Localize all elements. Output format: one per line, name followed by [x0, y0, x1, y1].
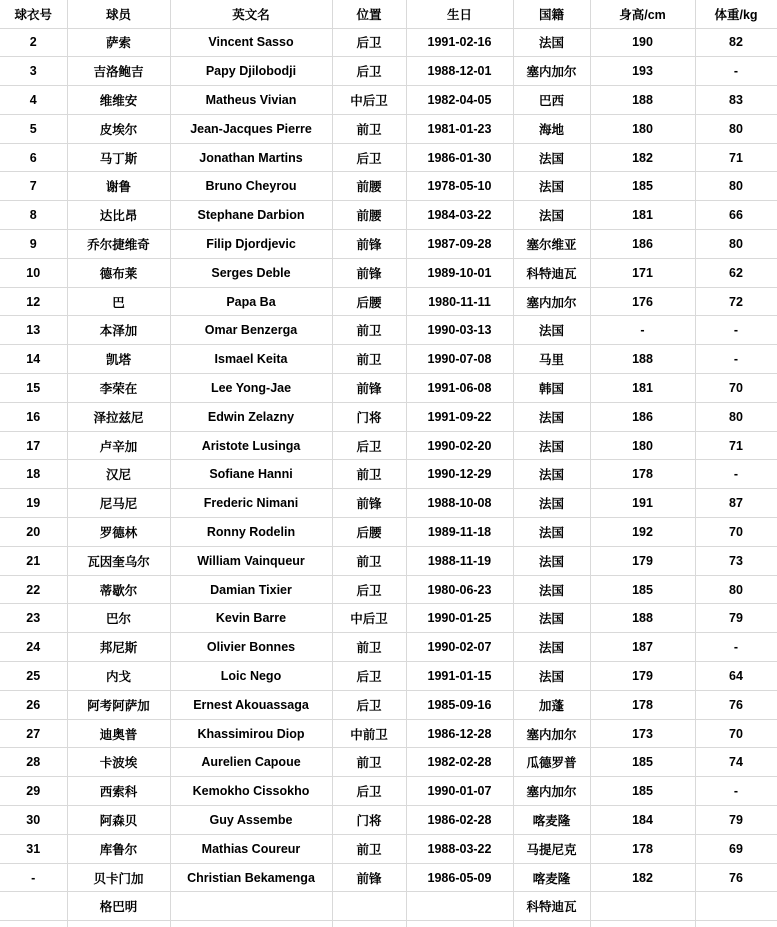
cell-birthday: 1990-01-25	[406, 604, 513, 633]
cell-birthday: 1991-02-16	[406, 28, 513, 57]
cell-jersey: 28	[0, 748, 67, 777]
cell-player: 阿森贝	[67, 806, 170, 835]
cell-nationality	[513, 921, 590, 927]
cell-player: 乔尔捷维奇	[67, 230, 170, 259]
cell-jersey: 12	[0, 287, 67, 316]
cell-nationality: 科特迪瓦	[513, 258, 590, 287]
cell-height: 178	[590, 834, 695, 863]
cell-nationality: 法国	[513, 546, 590, 575]
cell-nationality: 法国	[513, 431, 590, 460]
table-row	[0, 604, 777, 633]
cell-nationality: 瓜德罗普	[513, 748, 590, 777]
cell-nationality: 塞尔维亚	[513, 230, 590, 259]
cell-position: 后卫	[332, 575, 406, 604]
cell-name-en: Ismael Keita	[170, 345, 332, 374]
cell-position: 前腰	[332, 201, 406, 230]
table-row	[0, 258, 777, 287]
cell-player: 卡波埃	[67, 748, 170, 777]
cell-weight	[695, 892, 777, 921]
cell-birthday: 1990-01-07	[406, 777, 513, 806]
cell-name-en	[170, 892, 332, 921]
table-row	[0, 230, 777, 259]
cell-nationality: 塞内加尔	[513, 719, 590, 748]
cell-birthday: 1988-10-08	[406, 489, 513, 518]
cell-nationality: 法国	[513, 201, 590, 230]
table-header-row	[0, 0, 777, 28]
cell-weight: -	[695, 57, 777, 86]
cell-birthday	[406, 892, 513, 921]
cell-player: 库鲁尔	[67, 834, 170, 863]
cell-height: 180	[590, 114, 695, 143]
cell-player: 萨索	[67, 28, 170, 57]
cell-birthday: 1980-11-11	[406, 287, 513, 316]
cell-player: 凯塔	[67, 345, 170, 374]
cell-player: 维维安	[67, 86, 170, 115]
cell-name-en: Stephane Darbion	[170, 201, 332, 230]
cell-birthday: 1981-01-23	[406, 114, 513, 143]
cell-name-en: Filip Djordjevic	[170, 230, 332, 259]
cell-height	[590, 892, 695, 921]
cell-height	[590, 921, 695, 927]
cell-weight: -	[695, 777, 777, 806]
cell-nationality: 法国	[513, 172, 590, 201]
table-row	[0, 431, 777, 460]
cell-player: 巴尔	[67, 604, 170, 633]
table-row	[0, 143, 777, 172]
cell-nationality: 法国	[513, 662, 590, 691]
cell-name-en: Guy Assembe	[170, 806, 332, 835]
cell-jersey: 22	[0, 575, 67, 604]
cell-nationality: 科特迪瓦	[513, 892, 590, 921]
cell-nationality: 法国	[513, 604, 590, 633]
cell-name-en: Sofiane Hanni	[170, 460, 332, 489]
cell-weight: 76	[695, 863, 777, 892]
cell-jersey: 27	[0, 719, 67, 748]
cell-jersey: 6	[0, 143, 67, 172]
table-row	[0, 172, 777, 201]
cell-weight: 69	[695, 834, 777, 863]
cell-height: 171	[590, 258, 695, 287]
cell-height: 182	[590, 863, 695, 892]
cell-weight: 82	[695, 28, 777, 57]
cell-height: 188	[590, 604, 695, 633]
cell-jersey: -	[0, 863, 67, 892]
cell-player: 皮埃尔	[67, 114, 170, 143]
cell-position: 前卫	[332, 546, 406, 575]
cell-jersey: 16	[0, 402, 67, 431]
cell-height: 182	[590, 143, 695, 172]
cell-jersey: 17	[0, 431, 67, 460]
cell-weight: 80	[695, 172, 777, 201]
cell-height: 190	[590, 28, 695, 57]
cell-birthday: 1991-09-22	[406, 402, 513, 431]
cell-name-en: Bruno Cheyrou	[170, 172, 332, 201]
cell-nationality: 喀麦隆	[513, 806, 590, 835]
cell-birthday: 1978-05-10	[406, 172, 513, 201]
cell-name-en: Frederic Nimani	[170, 489, 332, 518]
cell-jersey: 29	[0, 777, 67, 806]
cell-name-en: Papa Ba	[170, 287, 332, 316]
cell-jersey: 2	[0, 28, 67, 57]
table-row	[0, 719, 777, 748]
cell-birthday: 1986-12-28	[406, 719, 513, 748]
cell-name-en: Kemokho Cissokho	[170, 777, 332, 806]
cell-name-en: Jonathan Martins	[170, 143, 332, 172]
cell-height: 178	[590, 460, 695, 489]
column-header-height: 身高/cm	[590, 0, 695, 28]
table-row	[0, 86, 777, 115]
cell-name-en: Matheus Vivian	[170, 86, 332, 115]
cell-height: 188	[590, 345, 695, 374]
cell-weight: -	[695, 633, 777, 662]
cell-height: 185	[590, 575, 695, 604]
cell-weight: -	[695, 460, 777, 489]
cell-height: -	[590, 316, 695, 345]
cell-nationality: 法国	[513, 316, 590, 345]
table-row	[0, 316, 777, 345]
cell-birthday: 1988-11-19	[406, 546, 513, 575]
cell-weight: 70	[695, 719, 777, 748]
cell-weight: -	[695, 316, 777, 345]
cell-nationality: 塞内加尔	[513, 57, 590, 86]
cell-height: 181	[590, 374, 695, 403]
cell-position: 后卫	[332, 662, 406, 691]
cell-weight: 80	[695, 402, 777, 431]
cell-name-en: Kevin Barre	[170, 604, 332, 633]
cell-player: 本泽加	[67, 316, 170, 345]
cell-nationality: 马里	[513, 345, 590, 374]
cell-player: 邦尼斯	[67, 633, 170, 662]
cell-weight: 80	[695, 230, 777, 259]
cell-position: 中前卫	[332, 719, 406, 748]
cell-position: 前腰	[332, 172, 406, 201]
cell-position: 前锋	[332, 489, 406, 518]
cell-birthday: 1980-06-23	[406, 575, 513, 604]
cell-birthday: 1989-10-01	[406, 258, 513, 287]
table-row	[0, 546, 777, 575]
cell-weight: 80	[695, 114, 777, 143]
cell-jersey: 19	[0, 489, 67, 518]
cell-weight: 72	[695, 287, 777, 316]
cell-name-en: Aurelien Capoue	[170, 748, 332, 777]
table-row	[0, 57, 777, 86]
cell-player: 尼马尼	[67, 489, 170, 518]
table-row	[0, 777, 777, 806]
cell-height: 188	[590, 86, 695, 115]
cell-nationality: 法国	[513, 143, 590, 172]
cell-birthday: 1982-02-28	[406, 748, 513, 777]
cell-name-en: Ronny Rodelin	[170, 518, 332, 547]
cell-height: 185	[590, 172, 695, 201]
cell-jersey: 24	[0, 633, 67, 662]
cell-height: 179	[590, 662, 695, 691]
cell-name-en: Jean-Jacques Pierre	[170, 114, 332, 143]
cell-player: 格巴明	[67, 892, 170, 921]
table-row	[0, 201, 777, 230]
cell-weight: 64	[695, 662, 777, 691]
cell-height: 180	[590, 431, 695, 460]
cell-birthday: 1988-03-22	[406, 834, 513, 863]
cell-nationality: 法国	[513, 518, 590, 547]
cell-name-en: Lee Yong-Jae	[170, 374, 332, 403]
cell-height: 187	[590, 633, 695, 662]
cell-position: 后卫	[332, 777, 406, 806]
cell-birthday: 1990-03-13	[406, 316, 513, 345]
cell-birthday: 1985-09-16	[406, 690, 513, 719]
table-row	[0, 374, 777, 403]
cell-name-en: Khassimirou Diop	[170, 719, 332, 748]
cell-jersey	[0, 892, 67, 921]
table-row	[0, 834, 777, 863]
cell-name-en: Aristote Lusinga	[170, 431, 332, 460]
cell-name-en: Christian Bekamenga	[170, 863, 332, 892]
cell-jersey: 25	[0, 662, 67, 691]
cell-position: 前卫	[332, 834, 406, 863]
cell-position: 后腰	[332, 287, 406, 316]
cell-jersey: 21	[0, 546, 67, 575]
cell-height: 185	[590, 748, 695, 777]
cell-height: 184	[590, 806, 695, 835]
cell-birthday: 1987-09-28	[406, 230, 513, 259]
cell-nationality: 法国	[513, 460, 590, 489]
cell-height: 185	[590, 777, 695, 806]
cell-position	[332, 892, 406, 921]
cell-weight: 73	[695, 546, 777, 575]
cell-weight: 79	[695, 604, 777, 633]
cell-nationality: 法国	[513, 633, 590, 662]
cell-player: 德布莱	[67, 258, 170, 287]
cell-position: 前卫	[332, 316, 406, 345]
table-row	[0, 863, 777, 892]
cell-position: 前锋	[332, 863, 406, 892]
table-row	[0, 748, 777, 777]
table-row	[0, 690, 777, 719]
cell-player: 内戈	[67, 662, 170, 691]
cell-weight: 71	[695, 143, 777, 172]
table-row	[0, 892, 777, 921]
cell-height: 186	[590, 230, 695, 259]
cell-player: 泽拉兹尼	[67, 402, 170, 431]
cell-birthday	[406, 921, 513, 927]
cell-position: 前卫	[332, 345, 406, 374]
cell-jersey: 23	[0, 604, 67, 633]
cell-position: 中后卫	[332, 86, 406, 115]
column-header-nationality: 国籍	[513, 0, 590, 28]
cell-birthday: 1986-05-09	[406, 863, 513, 892]
cell-nationality: 塞内加尔	[513, 287, 590, 316]
cell-player: 卢辛加	[67, 431, 170, 460]
cell-weight: 79	[695, 806, 777, 835]
cell-jersey: 31	[0, 834, 67, 863]
cell-birthday: 1990-07-08	[406, 345, 513, 374]
cell-height: 181	[590, 201, 695, 230]
cell-nationality: 法国	[513, 28, 590, 57]
cell-weight	[695, 921, 777, 927]
column-header-position: 位置	[332, 0, 406, 28]
cell-player: 汉尼	[67, 460, 170, 489]
cell-birthday: 1988-12-01	[406, 57, 513, 86]
cell-position: 前锋	[332, 230, 406, 259]
table-row-partial	[0, 921, 777, 927]
cell-nationality: 喀麦隆	[513, 863, 590, 892]
cell-name-en: Mathias Coureur	[170, 834, 332, 863]
cell-birthday: 1991-01-15	[406, 662, 513, 691]
table-row	[0, 28, 777, 57]
cell-nationality: 加蓬	[513, 690, 590, 719]
cell-position: 前卫	[332, 633, 406, 662]
cell-birthday: 1991-06-08	[406, 374, 513, 403]
cell-player: 巴	[67, 287, 170, 316]
cell-position: 前卫	[332, 748, 406, 777]
table-row	[0, 662, 777, 691]
table-row	[0, 345, 777, 374]
cell-position: 门将	[332, 402, 406, 431]
cell-weight: 70	[695, 374, 777, 403]
cell-height: 179	[590, 546, 695, 575]
cell-birthday: 1990-02-07	[406, 633, 513, 662]
cell-player: 吉洛鲍吉	[67, 57, 170, 86]
cell-player: 马丁斯	[67, 143, 170, 172]
cell-nationality: 法国	[513, 489, 590, 518]
cell-weight: 71	[695, 431, 777, 460]
table-body	[0, 28, 777, 927]
cell-jersey	[0, 921, 67, 927]
table-row	[0, 518, 777, 547]
column-header-player: 球员	[67, 0, 170, 28]
cell-player	[67, 921, 170, 927]
cell-name-en: Omar Benzerga	[170, 316, 332, 345]
cell-weight: 80	[695, 575, 777, 604]
table-row	[0, 0, 777, 28]
cell-jersey: 30	[0, 806, 67, 835]
cell-height: 193	[590, 57, 695, 86]
cell-position: 后腰	[332, 518, 406, 547]
cell-nationality: 马提尼克	[513, 834, 590, 863]
table-row	[0, 460, 777, 489]
cell-name-en	[170, 921, 332, 927]
cell-player: 李荣在	[67, 374, 170, 403]
cell-jersey: 18	[0, 460, 67, 489]
table-row	[0, 575, 777, 604]
cell-weight: 83	[695, 86, 777, 115]
cell-weight: 87	[695, 489, 777, 518]
cell-jersey: 7	[0, 172, 67, 201]
cell-birthday: 1990-02-20	[406, 431, 513, 460]
cell-nationality: 法国	[513, 575, 590, 604]
cell-weight: 62	[695, 258, 777, 287]
cell-name-en: Papy Djilobodji	[170, 57, 332, 86]
cell-height: 186	[590, 402, 695, 431]
cell-player: 阿考阿萨加	[67, 690, 170, 719]
cell-name-en: Edwin Zelazny	[170, 402, 332, 431]
cell-nationality: 海地	[513, 114, 590, 143]
column-header-weight: 体重/kg	[695, 0, 777, 28]
cell-jersey: 26	[0, 690, 67, 719]
cell-position	[332, 921, 406, 927]
cell-height: 192	[590, 518, 695, 547]
cell-name-en: Ernest Akouassaga	[170, 690, 332, 719]
table-row	[0, 402, 777, 431]
cell-name-en: William Vainqueur	[170, 546, 332, 575]
cell-weight: 74	[695, 748, 777, 777]
cell-name-en: Damian Tixier	[170, 575, 332, 604]
cell-nationality: 塞内加尔	[513, 777, 590, 806]
table-row	[0, 489, 777, 518]
table-row	[0, 287, 777, 316]
cell-nationality: 韩国	[513, 374, 590, 403]
cell-name-en: Vincent Sasso	[170, 28, 332, 57]
cell-birthday: 1989-11-18	[406, 518, 513, 547]
cell-player: 罗德林	[67, 518, 170, 547]
column-header-birthday: 生日	[406, 0, 513, 28]
cell-birthday: 1986-01-30	[406, 143, 513, 172]
cell-position: 前卫	[332, 114, 406, 143]
table-row	[0, 114, 777, 143]
cell-jersey: 8	[0, 201, 67, 230]
table-row	[0, 806, 777, 835]
cell-name-en: Olivier Bonnes	[170, 633, 332, 662]
cell-height: 176	[590, 287, 695, 316]
cell-position: 前锋	[332, 258, 406, 287]
cell-position: 后卫	[332, 690, 406, 719]
cell-jersey: 15	[0, 374, 67, 403]
cell-jersey: 14	[0, 345, 67, 374]
column-header-name-en: 英文名	[170, 0, 332, 28]
cell-name-en: Serges Deble	[170, 258, 332, 287]
cell-birthday: 1986-02-28	[406, 806, 513, 835]
cell-jersey: 3	[0, 57, 67, 86]
cell-position: 后卫	[332, 143, 406, 172]
cell-nationality: 巴西	[513, 86, 590, 115]
cell-jersey: 9	[0, 230, 67, 259]
table-row	[0, 633, 777, 662]
cell-birthday: 1990-12-29	[406, 460, 513, 489]
cell-position: 前卫	[332, 460, 406, 489]
cell-player: 达比昂	[67, 201, 170, 230]
cell-height: 191	[590, 489, 695, 518]
cell-position: 前锋	[332, 374, 406, 403]
cell-player: 蒂歇尔	[67, 575, 170, 604]
cell-position: 中后卫	[332, 604, 406, 633]
cell-jersey: 20	[0, 518, 67, 547]
cell-jersey: 10	[0, 258, 67, 287]
cell-player: 迪奥普	[67, 719, 170, 748]
cell-nationality: 法国	[513, 402, 590, 431]
cell-weight: 66	[695, 201, 777, 230]
cell-player: 贝卡门加	[67, 863, 170, 892]
cell-player: 瓦因奎乌尔	[67, 546, 170, 575]
cell-birthday: 1982-04-05	[406, 86, 513, 115]
cell-player: 谢鲁	[67, 172, 170, 201]
cell-weight: 76	[695, 690, 777, 719]
cell-height: 173	[590, 719, 695, 748]
cell-position: 门将	[332, 806, 406, 835]
cell-birthday: 1984-03-22	[406, 201, 513, 230]
cell-position: 后卫	[332, 28, 406, 57]
cell-player: 西索科	[67, 777, 170, 806]
cell-position: 后卫	[332, 57, 406, 86]
cell-jersey: 4	[0, 86, 67, 115]
cell-position: 后卫	[332, 431, 406, 460]
cell-name-en: Loic Nego	[170, 662, 332, 691]
cell-weight: 70	[695, 518, 777, 547]
cell-height: 178	[590, 690, 695, 719]
column-header-jersey: 球衣号	[0, 0, 67, 28]
cell-jersey: 13	[0, 316, 67, 345]
cell-weight: -	[695, 345, 777, 374]
cell-jersey: 5	[0, 114, 67, 143]
